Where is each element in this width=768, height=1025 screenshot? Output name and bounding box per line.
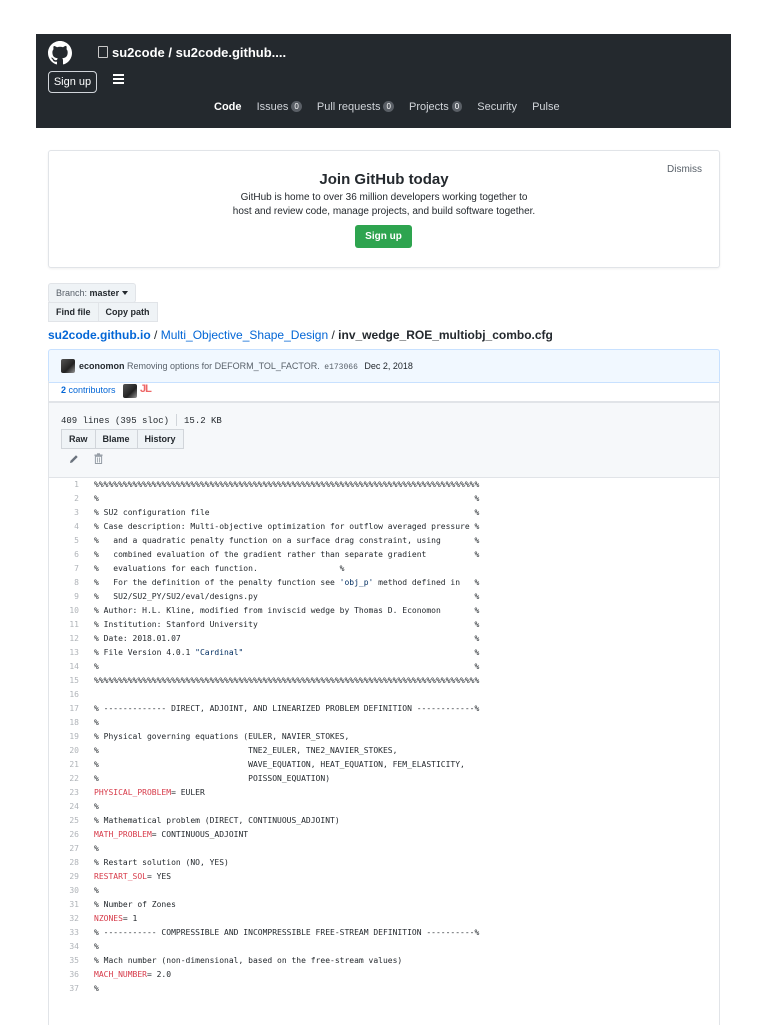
code-text: [94, 536, 479, 545]
code-segment: %: [243, 648, 480, 657]
code-line: [49, 870, 719, 884]
line-number[interactable]: 13: [69, 648, 79, 657]
code-blob: [49, 478, 719, 996]
code-segment: % %: [94, 662, 480, 671]
code-text: [94, 732, 349, 741]
line-number[interactable]: 19: [69, 732, 79, 741]
code-line: [49, 814, 719, 828]
code-segment: % ----------- COMPRESSIBLE AND INCOMPRESSIBLE FREE-STREAM DEFINITION ----------%: [94, 928, 480, 937]
code-line: [49, 940, 719, 954]
code-segment: % Institution: Stanford University %: [94, 620, 480, 629]
code-segment: % TNE2_EULER, TNE2_NAVIER_STOKES,: [94, 746, 398, 755]
code-segment: %: [94, 886, 99, 895]
code-line: [49, 478, 719, 492]
tab-projects-label: Projects: [408, 101, 449, 113]
code-segment: % Author: H.L. Kline, modified from inviscid wedge by Thomas D. Economon %: [94, 606, 480, 615]
code-line: [49, 884, 719, 898]
line-number[interactable]: 15: [69, 676, 79, 685]
code-text: [94, 704, 479, 713]
repo-book-icon: [98, 46, 108, 58]
tab-pull-requests-label: Pull requests: [316, 101, 381, 113]
code-text: [94, 522, 479, 531]
code-text: [94, 802, 99, 811]
breadcrumb-separator: /: [154, 328, 158, 342]
line-number[interactable]: 30: [69, 886, 79, 895]
line-number[interactable]: 10: [69, 606, 79, 615]
code-line: [49, 646, 719, 660]
code-text: [94, 970, 171, 979]
config-key: PHYSICAL_PROBLEM: [94, 788, 172, 797]
line-number[interactable]: 7: [74, 564, 79, 573]
code-text: [94, 564, 344, 573]
code-segment: % and a quadratic penalty function on a surface drag constraint, using %: [94, 536, 480, 545]
line-number[interactable]: 32: [69, 914, 79, 923]
commit-author-link[interactable]: economon: [79, 361, 125, 371]
string-literal: "Cardinal": [195, 648, 244, 657]
file-actions: [61, 429, 183, 449]
code-segment: % Mach number (non-dimensional, based on the free-stream values): [94, 956, 403, 965]
commit-line: [79, 361, 413, 372]
repo-title: [98, 45, 286, 60]
code-text: [94, 886, 99, 895]
breadcrumb-root-link[interactable]: su2code.github.io: [48, 328, 151, 342]
file-info-divider: [176, 414, 177, 426]
tab-projects[interactable]: [409, 101, 462, 113]
code-line: [49, 492, 719, 506]
code-line: [49, 674, 719, 688]
code-line: [49, 730, 719, 744]
config-key: NZONES: [94, 914, 123, 923]
line-number[interactable]: 20: [69, 746, 79, 755]
code-segment: method defined in %: [373, 578, 480, 587]
find-file-button[interactable]: Find file: [48, 302, 99, 322]
issues-counter: 0: [291, 101, 301, 112]
caret-down-icon: [122, 291, 128, 295]
file-size: 15.2 KB: [184, 416, 222, 426]
tab-pull-requests[interactable]: [317, 101, 394, 113]
code-line: [49, 954, 719, 968]
commit-tease: [48, 349, 720, 383]
code-line: [49, 520, 719, 534]
code-line: [49, 562, 719, 576]
line-number[interactable]: 8: [74, 578, 79, 587]
code-text: [94, 816, 340, 825]
code-segment: % File Version 4.0.1: [94, 648, 196, 657]
banner-title: Join GitHub today: [319, 171, 449, 188]
code-segment: % Date: 2018.01.07 %: [94, 634, 480, 643]
author-avatar[interactable]: [61, 359, 75, 373]
code-line: [49, 716, 719, 730]
hamburger-menu-icon[interactable]: [113, 74, 124, 84]
code-segment: % For the definition of the penalty function see: [94, 578, 340, 587]
code-line: [49, 576, 719, 590]
code-segment: %: [94, 844, 99, 853]
commit-message-link[interactable]: Removing options for DEFORM_TOL_FACTOR.: [127, 361, 320, 371]
code-text: [94, 872, 171, 881]
code-text: [94, 942, 99, 951]
code-segment: = EULER: [171, 788, 205, 797]
code-line: [49, 800, 719, 814]
breadcrumb-file: inv_wedge_ROE_multiobj_combo.cfg: [338, 328, 553, 342]
file-info: [61, 414, 222, 426]
line-number[interactable]: 34: [69, 942, 79, 951]
line-number[interactable]: 29: [69, 872, 79, 881]
projects-counter: 0: [452, 101, 462, 112]
code-text: [94, 830, 248, 839]
repo-name-link[interactable]: su2code.github....: [175, 45, 287, 60]
code-line: [49, 828, 719, 842]
pull-requests-counter: 0: [383, 101, 393, 112]
line-number[interactable]: 4: [74, 522, 79, 531]
code-text: [94, 592, 479, 601]
pencil-icon[interactable]: [69, 454, 79, 464]
code-segment: % evaluations for each function. %: [94, 564, 345, 573]
header-signup-button[interactable]: Sign up: [48, 71, 97, 93]
contributor-avatar-1[interactable]: [123, 384, 137, 398]
line-number[interactable]: 24: [69, 802, 79, 811]
code-text: [94, 788, 205, 797]
code-segment: %%%%%%%%%%%%%%%%%%%%%%%%%%%%%%%%%%%%%%%%%%%%%%%%%%%%%%%%%%%%%%%%%%%%%%%%%%%%%%%%: [94, 676, 480, 685]
code-line: [49, 842, 719, 856]
code-text: [94, 914, 137, 923]
banner-signup-button[interactable]: Sign up: [355, 225, 412, 248]
line-number[interactable]: 18: [69, 718, 79, 727]
code-line: [49, 604, 719, 618]
line-number[interactable]: 16: [69, 690, 79, 699]
branch-select-button[interactable]: [48, 283, 136, 303]
code-text: [94, 620, 479, 629]
line-number[interactable]: 11: [69, 620, 79, 629]
code-text: [94, 508, 479, 517]
code-text: [94, 956, 402, 965]
code-line: [49, 856, 719, 870]
code-line: [49, 772, 719, 786]
code-segment: %: [94, 942, 99, 951]
line-number[interactable]: 28: [69, 858, 79, 867]
breadcrumb-separator: /: [331, 328, 335, 342]
code-segment: % SU2 configuration file %: [94, 508, 480, 517]
line-number[interactable]: 25: [69, 816, 79, 825]
banner-description: [49, 191, 719, 219]
contributors-bar: [48, 381, 720, 402]
contributor-avatar-2[interactable]: JL: [140, 383, 151, 395]
line-number[interactable]: 31: [69, 900, 79, 909]
code-segment: % Mathematical problem (DIRECT, CONTINUOUS_ADJOINT): [94, 816, 340, 825]
code-text: [94, 984, 99, 993]
contributors-link[interactable]: [61, 385, 116, 395]
tab-code[interactable]: [214, 101, 242, 113]
tab-issues-label: Issues: [256, 101, 289, 113]
code-text: [94, 550, 479, 559]
code-text: [94, 634, 479, 643]
site-header: [36, 34, 731, 128]
tab-issues[interactable]: [257, 101, 302, 113]
code-line: [49, 660, 719, 674]
line-number[interactable]: 23: [69, 788, 79, 797]
line-number[interactable]: 1: [74, 480, 79, 489]
code-text: [94, 676, 479, 685]
code-text: [94, 900, 176, 909]
line-number[interactable]: 35: [69, 956, 79, 965]
code-line: [49, 912, 719, 926]
file-lines-info: 409 lines (395 sloc): [61, 416, 170, 426]
code-line: [49, 548, 719, 562]
line-number[interactable]: 12: [69, 634, 79, 643]
code-segment: %%%%%%%%%%%%%%%%%%%%%%%%%%%%%%%%%%%%%%%%%%%%%%%%%%%%%%%%%%%%%%%%%%%%%%%%%%%%%%%%: [94, 480, 480, 489]
code-segment: = YES: [146, 872, 172, 881]
repo-tabs: [214, 101, 572, 113]
config-key: MACH_NUMBER: [94, 970, 147, 979]
code-segment: = CONTINUOUS_ADJOINT: [151, 830, 249, 839]
blame-button[interactable]: Blame: [95, 429, 138, 449]
line-number[interactable]: 26: [69, 830, 79, 839]
file-viewer: [48, 402, 720, 1025]
code-line: [49, 590, 719, 604]
code-segment: = 1: [122, 914, 138, 923]
code-segment: % Case description: Multi-objective optimization for outflow averaged pressure %: [94, 522, 480, 531]
code-text: [94, 858, 229, 867]
signup-banner: [48, 150, 720, 268]
code-text: [94, 648, 479, 657]
raw-button[interactable]: Raw: [61, 429, 96, 449]
code-segment: % SU2/SU2_PY/SU2/eval/designs.py %: [94, 592, 480, 601]
code-text: [94, 928, 479, 937]
trash-icon[interactable]: [94, 453, 103, 464]
code-text: [94, 494, 479, 503]
code-segment: % POISSON_EQUATION): [94, 774, 331, 783]
line-number[interactable]: 22: [69, 774, 79, 783]
code-text: [94, 578, 479, 587]
commit-date: Dec 2, 2018: [364, 361, 413, 371]
breadcrumb-dir-link[interactable]: Multi_Objective_Shape_Design: [160, 328, 329, 342]
line-number[interactable]: 33: [69, 928, 79, 937]
code-segment: % WAVE_EQUATION, HEAT_EQUATION, FEM_ELASTICITY,: [94, 760, 465, 769]
code-line: [49, 898, 719, 912]
code-line: [49, 968, 719, 982]
code-segment: % Restart solution (NO, YES): [94, 858, 229, 867]
line-number[interactable]: 17: [69, 704, 79, 713]
contributors-count: 2: [61, 385, 67, 395]
banner-line-1: GitHub is home to over 36 million developers working together to: [240, 192, 528, 203]
tab-code-label: Code: [214, 101, 242, 113]
repo-separator: /: [168, 45, 172, 60]
code-text: [94, 480, 479, 489]
code-line: [49, 982, 719, 996]
line-number[interactable]: 9: [74, 592, 79, 601]
branch-name: master: [89, 288, 120, 298]
file-header: [49, 403, 719, 478]
code-text: [94, 760, 465, 769]
code-text: [94, 774, 330, 783]
code-line: [49, 702, 719, 716]
code-segment: %: [94, 802, 99, 811]
line-number[interactable]: 37: [69, 984, 79, 993]
line-number[interactable]: 21: [69, 760, 79, 769]
code-line: [49, 786, 719, 800]
copy-path-button[interactable]: Copy path: [98, 302, 158, 322]
code-text: [94, 606, 479, 615]
code-line: [49, 618, 719, 632]
code-segment: %: [94, 984, 99, 993]
string-literal: 'obj_p': [339, 578, 374, 587]
config-key: MATH_PROBLEM: [94, 830, 152, 839]
history-button[interactable]: History: [137, 429, 184, 449]
code-text: [94, 718, 99, 727]
code-segment: = 2.0: [146, 970, 172, 979]
tab-security-label: Security: [477, 101, 517, 113]
code-segment: % Physical governing equations (EULER, NAVIER_STOKES,: [94, 732, 350, 741]
contributors-label: contributors: [68, 385, 116, 395]
code-segment: % Number of Zones: [94, 900, 176, 909]
tab-security[interactable]: [477, 101, 517, 113]
code-line: [49, 744, 719, 758]
code-segment: % ------------- DIRECT, ADJOINT, AND LINEARIZED PROBLEM DEFINITION ------------%: [94, 704, 480, 713]
line-number[interactable]: 27: [69, 844, 79, 853]
github-logo-icon[interactable]: [48, 41, 72, 65]
code-line: [49, 688, 719, 702]
code-line: [49, 926, 719, 940]
line-number[interactable]: 5: [74, 536, 79, 545]
tab-pulse[interactable]: [532, 101, 560, 113]
code-text: [94, 746, 397, 755]
config-key: RESTART_SOL: [94, 872, 147, 881]
line-number[interactable]: 14: [69, 662, 79, 671]
repo-owner-link[interactable]: su2code: [112, 45, 165, 60]
code-text: [94, 662, 479, 671]
code-line: [49, 632, 719, 646]
file-nav-buttons: [48, 302, 158, 320]
code-segment: % combined evaluation of the gradient rather than separate gradient %: [94, 550, 480, 559]
tab-pulse-label: Pulse: [532, 101, 560, 113]
line-number[interactable]: 36: [69, 970, 79, 979]
banner-line-2: host and review code, manage projects, and build software together.: [232, 206, 536, 217]
code-text: [94, 844, 99, 853]
code-segment: %: [94, 718, 99, 727]
branch-label: Branch:: [56, 288, 88, 298]
line-number[interactable]: 3: [74, 508, 79, 517]
code-line: [49, 506, 719, 520]
code-line: [49, 758, 719, 772]
line-number[interactable]: 2: [74, 494, 79, 503]
dismiss-button[interactable]: Dismiss: [667, 164, 702, 175]
breadcrumb: [48, 328, 553, 342]
code-segment: % %: [94, 494, 480, 503]
commit-sha-link[interactable]: e173066: [324, 363, 358, 372]
line-number[interactable]: 6: [74, 550, 79, 559]
code-line: [49, 534, 719, 548]
